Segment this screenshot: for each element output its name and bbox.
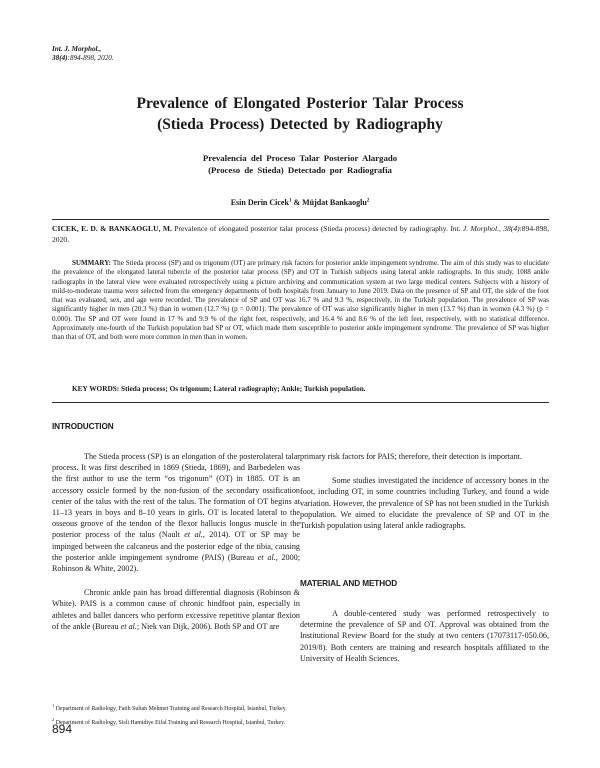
author-1-affiliation: 1 [288, 198, 292, 204]
author-joiner: & [291, 198, 303, 207]
footnote-1-text: Department of Radiology, Fatih Sultan Mehmet Training and Research Hospital, Istanbul, Turkey. [54, 705, 287, 712]
summary-label: SUMMARY: [72, 259, 112, 267]
summary-abstract [52, 259, 549, 342]
text-run: , 2000; Robinson & White, 2002). [52, 552, 300, 574]
footnote-1 [52, 701, 549, 715]
paper-title [60, 93, 540, 135]
keywords-bottom-rule [52, 402, 549, 403]
journal-volume-line [52, 54, 114, 63]
author-1: Esin Derin Cicek [230, 198, 289, 207]
citation-pages: :894-898, 2020. [52, 224, 549, 244]
citation-top-rule [52, 219, 549, 220]
citation-journal: Int. J. Morphol., 38(4) [450, 224, 520, 233]
author-line [60, 198, 540, 207]
right-column-bottom [300, 608, 549, 664]
keywords: KEY WORDS: Stieda process; Os trigonum; Lateral radiography; Ankle; Turkish population. [72, 384, 366, 393]
journal-name: Int. J. Morphol., [52, 45, 102, 53]
text-run: Chronic ankle pain has broad differential diagnosis (Robinson & White). PAIS is a common cause of chronic hindfoot pain, especially in athletes and ballet dancers who perform excessive repetitive plantar flexion of the ankle (Bureau [52, 588, 300, 631]
citation-text: Prevalence of elongated posterior talar process (Stieda process) detected by radiography. [171, 224, 451, 233]
section-heading-material-method: MATERIAL AND METHOD [300, 579, 398, 588]
text-run-italic: et al. [120, 621, 137, 631]
journal-volume: 38(4) [52, 54, 68, 62]
summary-text: The Stieda process (SP) and os trigonum (OT) are primary risk factors for posterior ankle impingement syndrome. The aim of this study was to elucidate the prevalence of the elongated lateral tubercle of the posterior talar process (SP) and OT in Turkish subjects using lateral ankle radiographs. In this study, 1088 ankle radiographs in the lateral view were evaluated retrospectively using a picture archiving and communication system at two large medical centers. Subjects with a history of mild-to-moderate trauma were selected from the emergency departments of both hospitals from January to June 2019. Data on the presence of SP and OT, the side of the foot that was evaluated, sex, and age were recorded. The prevalence of SP and OT was 16.7 % and 9.3 %, respectively, in the Turkish population. The prevalence of SP was significantly higher in men (20.3 %) than in women (12.7 %) (p = 0.001). The prevalence of OT was also significantly higher in men (13.7 %) than in women (4.3 %) (p = 0.000). The SP and OT were found in 17 % and 9.9 % of the right feet, respectively, and 16.4 % and 8.6 % of the left feet, respectively, with no statistical difference. Approximately one-fourth of the Turkish population had SP or OT, which made them susceptible to posterior ankle impingement syndrome. The prevalence of SP was higher than that of OT, and both were more common in men than in women. [52, 259, 549, 341]
spanish-title-line-2: (Proceso de Stieda) Detectado por Radiografía [208, 165, 392, 175]
method-paragraph-1: A double-centered study was performed retrospectively to determine the prevalence of SP and OT. Approval was obtained from the Institutional Review Board for the study at two centers (17073117-050.06, 2019/8). Both centers are training and research hospitals affiliated to the University of Health Sciences. [300, 609, 549, 663]
intro-paragraph-3: Some studies investigated the incidence of accessory bones in the foot, including OT, in some countries including Turkey, and found a wide variation. However, the prevalence of SP has not been studied in the Turkish population. We aimed to elucidate the prevalence of SP and OT in the Turkish population using lateral ankle radiographs. [300, 476, 549, 531]
author-2-affiliation: 2 [366, 198, 370, 204]
intro-paragraph-2 [52, 587, 300, 632]
footnote-1-marker: 1 [52, 703, 55, 708]
author-2: Müjdat Bankaoglu [302, 198, 367, 207]
section-heading-introduction: INTRODUCTION [52, 422, 114, 431]
footnote-2 [52, 715, 549, 729]
journal-pages-year: :894-898, 2020. [67, 54, 114, 62]
footnotes [52, 701, 549, 729]
title-line-1: Prevalence of Elongated Posterior Talar Process [136, 95, 464, 112]
spanish-title [60, 152, 540, 176]
right-column-top [300, 451, 549, 531]
text-run: The Stieda process (SP) is an elongation of the posterolateral talar process. It was first described in 1869 (Stieda, 1869), and Barbedelen was the first author to use the term “os trigonum” (OT) in 1885. OT is an accessory ossicle formed by the non-fusion of the secondary ossification center of the talus with the rest of the talus. The formation of OT begins at 11–13 years in boys and 8–10 years in girls. OT is located lateral to the osseous groove of the tendon of the flexor hallucis longus muscle in the posterior process of the talus (Nault [52, 452, 300, 540]
spanish-title-line-1: Prevalencia del Proceso Talar Posterior Alargado [202, 153, 398, 163]
text-run-italic: et al. [257, 552, 276, 562]
footnote-2-text: Department of Radiology, Sisli Hamidiye Etfal Training and Research Hospital, Istanbul, Turkey. [54, 719, 286, 726]
footnote-2-marker: 2 [52, 716, 55, 722]
page-number: 894 [52, 722, 73, 736]
intro-paragraph-1 [52, 451, 300, 574]
intro-paragraph-2-continued: primary risk factors for PAIS; therefore, their detection is important. [300, 452, 522, 461]
text-run-italic: et al. [184, 530, 203, 540]
title-line-2: (Stieda Process) Detected by Radiography [157, 116, 443, 133]
citation-block [52, 224, 549, 245]
text-run: , 2014). OT or SP may be impinged between the calcaneus and the posterior edge of the tibia, causing the posterior ankle impingement syndrome (PAIS) (Bureau [52, 530, 300, 562]
citation-authors: CICEK, E. D. & BANKAOGLU, M. [52, 224, 172, 233]
journal-reference [52, 45, 114, 63]
left-column [52, 451, 300, 632]
text-run: ; Niek van Dijk, 2006). Both SP and OT are [136, 621, 280, 631]
